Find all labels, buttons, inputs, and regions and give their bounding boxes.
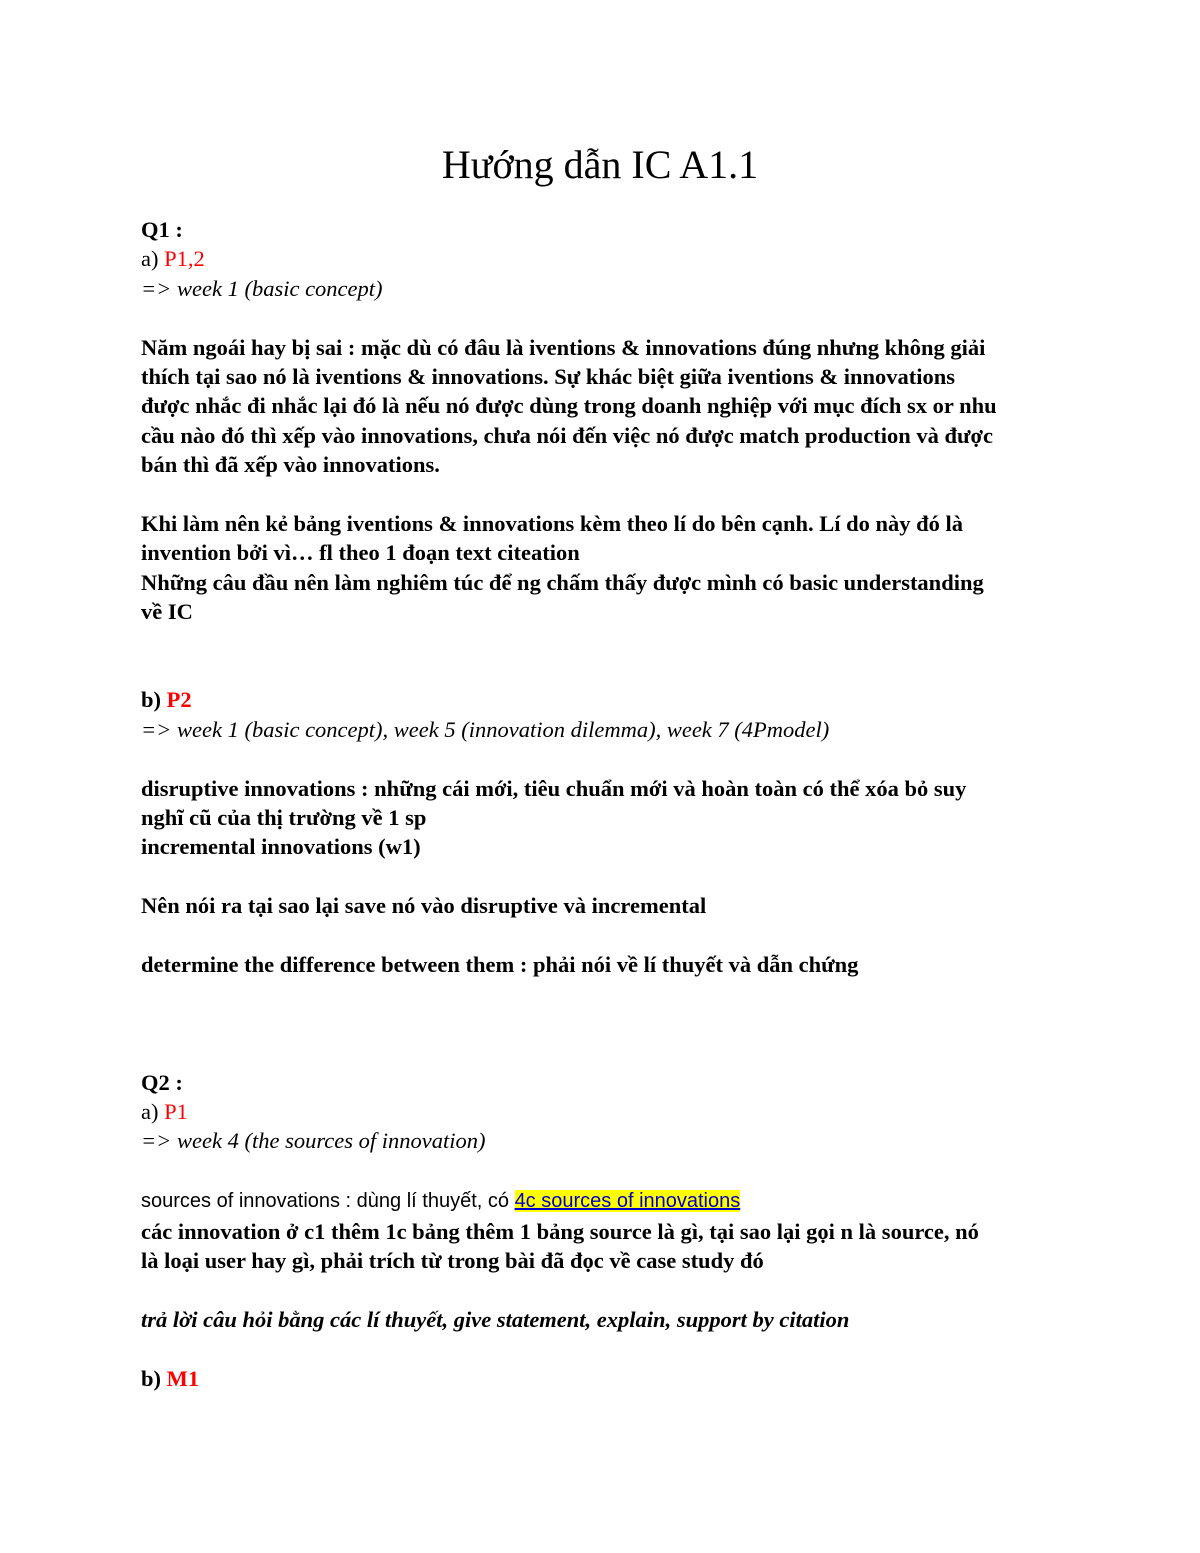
q1a-para1-line: bán thì đã xếp vào innovations.: [141, 452, 440, 478]
spacer: [141, 1275, 1071, 1304]
q2a-sources-highlight[interactable]: 4c sources of innovations: [514, 1190, 741, 1213]
q1a-para2-line: Những câu đầu nên làm nghiêm túc để ng chấm thấy được mình có basic understanding: [141, 569, 984, 595]
spacer: [141, 627, 1071, 686]
q2a-para1-line: các innovation ở c1 thêm 1c bảng thêm 1 bảng source là gì, tại sao lại gọi n là source, nó: [141, 1218, 979, 1244]
q1b-label: b): [141, 687, 162, 713]
q2a-criteria: P1: [164, 1099, 188, 1125]
q2b-criteria: M1: [166, 1365, 200, 1391]
q1b-para1-line: nghĩ cũ của thị trường về 1 sp: [141, 805, 427, 831]
spacer: [141, 979, 1071, 1067]
q1a-criteria: P1,2: [164, 246, 205, 272]
q1b-para1-line: disruptive innovations : những cái mới, tiêu chuẩn mới và hoàn toàn có thể xóa bỏ suy: [141, 775, 967, 801]
spacer: [141, 921, 1071, 950]
spacer: [141, 1156, 1071, 1185]
spacer: [141, 744, 1071, 773]
q2a-week-ref: => week 4 (the sources of innovation): [141, 1128, 486, 1154]
q1a-para2-line: về IC: [141, 599, 193, 625]
q1b-criteria: P2: [166, 687, 192, 713]
q2a-sources-prefix: sources of innovations : dùng lí thuyết, có: [141, 1190, 515, 1213]
spacer: [141, 862, 1071, 891]
q1b-line: [141, 685, 1071, 714]
q1b-para2: Nên nói ra tại sao lại save nó vào disruptive và incremental: [141, 893, 707, 919]
q1a-para2-line: invention bởi vì… fl theo 1 đoạn text citeation: [141, 540, 580, 566]
q1a-line: [141, 244, 1071, 273]
spacer: [141, 1334, 1071, 1363]
q1a-para1-line: thích tại sao nó là iventions & innovations. Sự khác biệt giữa iventions & innovations: [141, 364, 956, 390]
q2b-line: [141, 1364, 1071, 1393]
q2a-emphasis: trả lời câu hỏi bằng các lí thuyết, give statement, explain, support by citation: [141, 1306, 850, 1332]
q1b-week-ref: => week 1 (basic concept), week 5 (innovation dilemma), week 7 (4Pmodel): [141, 716, 830, 742]
q1a-para1-line: cầu nào đó thì xếp vào innovations, chưa nói đến việc nó được match production và được: [141, 422, 993, 448]
spacer: [141, 303, 1071, 332]
q1a-para1-line: được nhắc đi nhắc lại đó là nếu nó được dùng trong doanh nghiệp với mục đích sx or nhu: [141, 393, 997, 419]
q1a-para1-line: Năm ngoái hay bị sai : mặc dù có đâu là iventions & innovations đúng nhưng không giải: [141, 334, 986, 360]
q2-heading: Q2 :: [141, 1069, 183, 1095]
q1-heading: Q1 :: [141, 217, 183, 242]
q1a-label: a): [141, 246, 159, 272]
q2a-para1-line: là loại user hay gì, phải trích từ trong bài đã đọc về case study đó: [141, 1248, 764, 1274]
spacer: [141, 480, 1071, 509]
q1b-para3: determine the difference between them : phải nói về lí thuyết và dẫn chứng: [141, 952, 859, 978]
document-body: [141, 215, 1071, 1393]
q2a-line: [141, 1097, 1071, 1126]
q2a-label: a): [141, 1099, 159, 1125]
q2b-label: b): [141, 1365, 162, 1391]
document-title: Hướng dẫn IC A1.1: [441, 142, 759, 187]
q1b-para1-line: incremental innovations (w1): [141, 834, 421, 860]
q1a-para2-line: Khi làm nên kẻ bảng iventions & innovations kèm theo lí do bên cạnh. Lí do này đó là: [141, 511, 964, 537]
q2a-sources-line: [141, 1185, 1071, 1216]
q1a-week-ref: => week 1 (basic concept): [141, 275, 383, 301]
